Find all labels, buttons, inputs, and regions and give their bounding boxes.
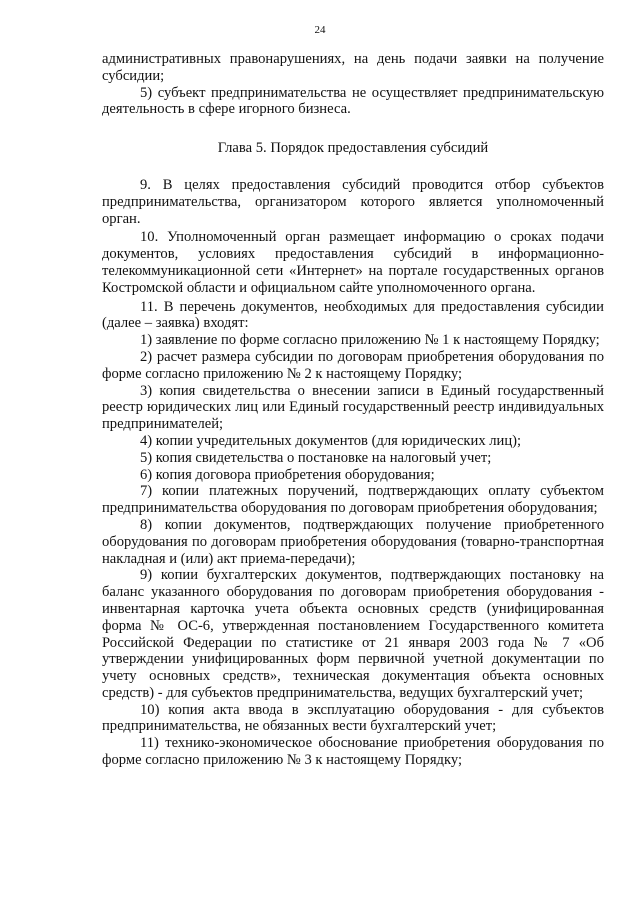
chapter-heading: Глава 5. Порядок предоставления субсидий <box>217 140 489 157</box>
document-item-8: 8) копии документов, подтверждающих получение приобретенного оборудования по договорам приобретения оборудования (товарно-транспортная накладная и (или) акт приема-передачи); <box>102 516 604 567</box>
clause-9: 9. В целях предоставления субсидий проводится отбор субъектов предпринимательства, организатором которого является уполномоченный орган. <box>102 176 604 227</box>
document-item-2: 2) расчет размера субсидии по договорам приобретения оборудования по форме согласно приложению № 2 к настоящему Порядку; <box>102 348 604 382</box>
document-body <box>102 51 604 769</box>
document-item-11: 11) технико-экономическое обоснование приобретения оборудования по форме согласно приложению № 3 к настоящему Порядку; <box>102 735 604 769</box>
clause-11: 11. В перечень документов, необходимых для предоставления субсидии (далее – заявка) входят: <box>102 298 604 332</box>
document-item-9: 9) копии бухгалтерских документов, подтверждающих постановку на баланс указанного оборудования по договорам приобретения оборудования - инвентарная карточка учета объекта основных средств (унифицированная форма № ОС-6, утвержденная постановлением Государственного комитета Российской Федерации по статистике от 21 января 2003 года № 7 «Об утверждении унифицированных форм первичной учетной документации по учету основных средств», техническая документация объекта основных средств) - для субъектов предпринимательства, ведущих бухгалтерский учет; <box>102 567 604 701</box>
document-item-7: 7) копии платежных поручений, подтверждающих оплату субъектом предпринимательства оборудования по договорам приобретения оборудования; <box>102 483 604 517</box>
document-item-3: 3) копия свидетельства о внесении записи в Единый государственный реестр юридических лиц или Единый государственный реестр индивидуальных предпринимателей; <box>102 382 604 433</box>
paragraph-continuation: административных правонарушениях, на день подачи заявки на получение субсидии; <box>102 51 604 84</box>
document-item-5: 5) копия свидетельства о постановке на налоговый учет; <box>140 449 492 466</box>
list-item-5-gambling: 5) субъект предпринимательства не осуществляет предпринимательскую деятельность в сфере игорного бизнеса. <box>102 84 604 118</box>
document-item-4: 4) копии учредительных документов (для юридических лиц); <box>140 432 522 449</box>
page-number: 24 <box>314 24 326 36</box>
clause-10: 10. Уполномоченный орган размещает информацию о сроках подачи документов, условиях предоставления субсидий в информационно-телекоммуникационной сети «Интернет» на портале государственных органов Костромской области и официальном сайте уполномоченного органа. <box>102 229 604 296</box>
document-item-1: 1) заявление по форме согласно приложению № 1 к настоящему Порядку; <box>140 332 600 349</box>
document-item-10: 10) копия акта ввода в эксплуатацию оборудования - для субъектов предпринимательства, не обязанных вести бухгалтерский учет; <box>102 701 604 735</box>
document-item-6: 6) копия договора приобретения оборудования; <box>140 466 435 483</box>
